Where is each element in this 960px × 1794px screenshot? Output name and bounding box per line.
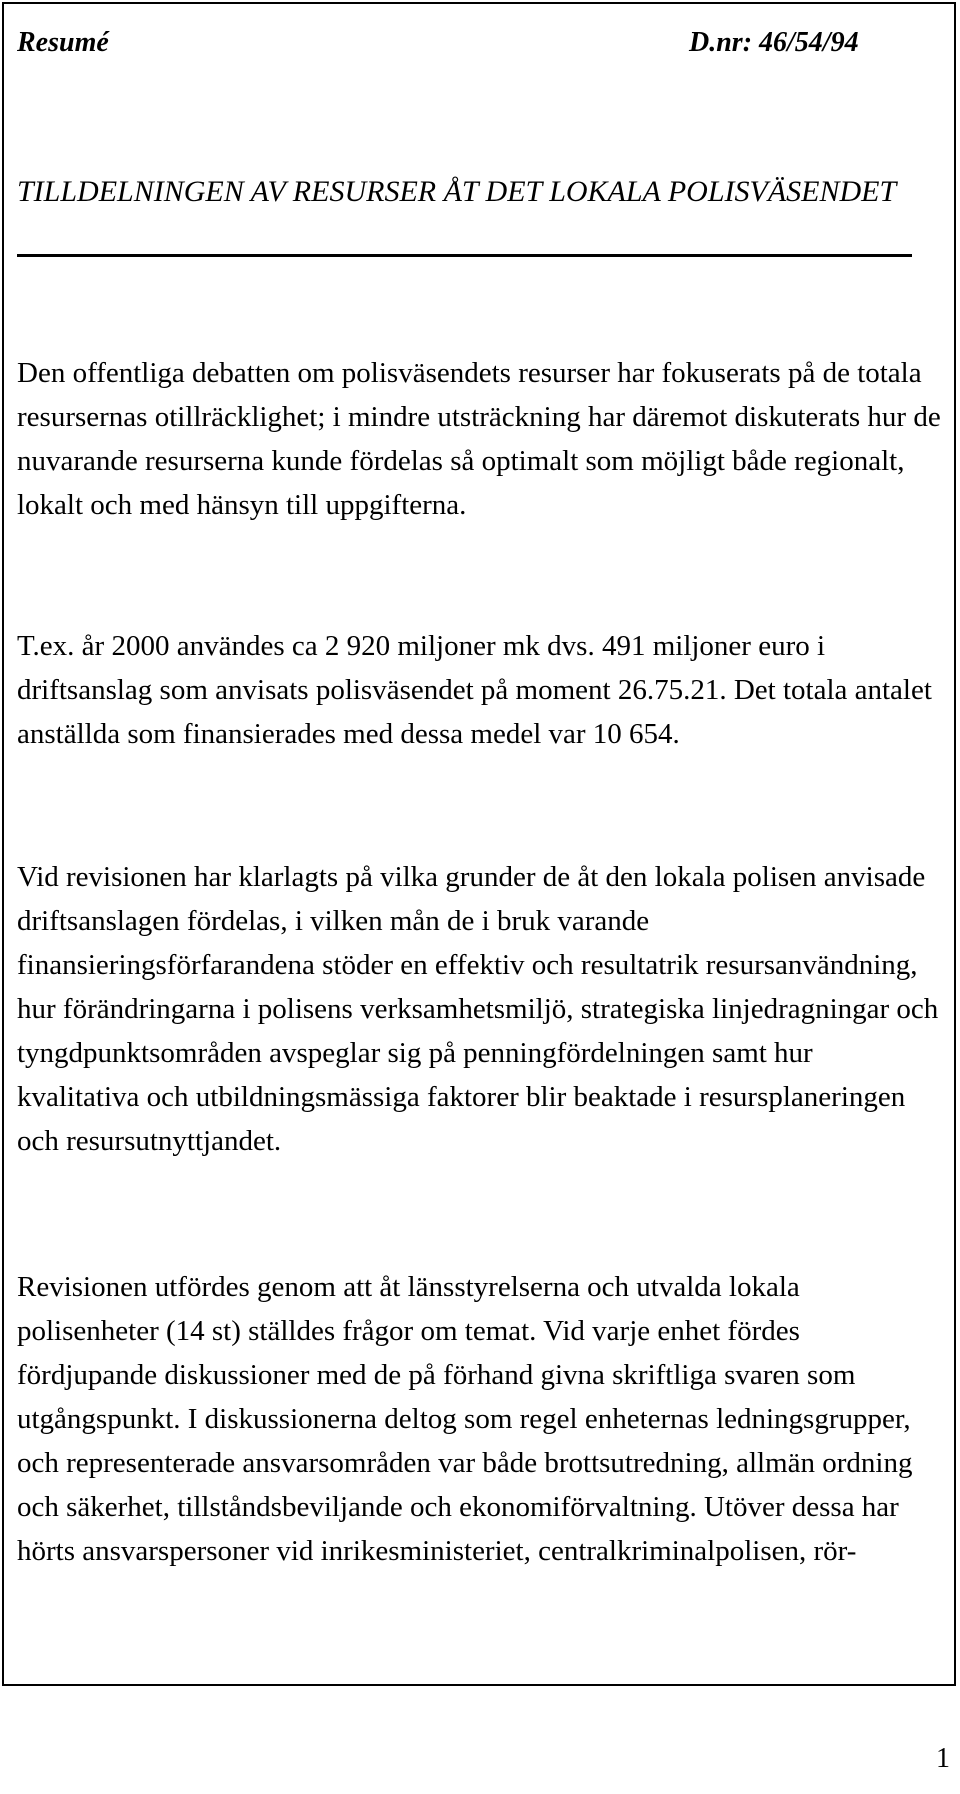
- diary-number: D.nr: 46/54/94: [689, 27, 859, 58]
- paragraph-4: Revisionen utfördes genom att åt länsstyrelserna och utvalda lokala polisenheter (14 st) ställdes frågor om temat. Vid varje enhet fördes fördjupande diskussioner med de på förhand givna skriftliga svaren som utgångspunkt. I diskussionerna deltog som regel enheternas ledningsgrupper, och representerade ansvarsområden var både brottsutredning, allmän ordning och säkerhet, tillståndsbeviljande och ekonomiförvaltning. Utöver dessa har hörts ansvarspersoner vid inrikesministeriet, centralkriminalpolisen, rör-: [17, 1271, 913, 1567]
- paragraph-1: Den offentliga debatten om polisväsendets resurser har fokuserats på de totala resursernas otillräcklighet; i mindre utsträckning har däremot diskuterats hur de nuvarande resurserna kunde fördelas så optimalt som möjligt både regionalt, lokalt och med hänsyn till uppgifterna.: [17, 357, 941, 521]
- paragraph-2: T.ex. år 2000 användes ca 2 920 miljoner mk dvs. 491 miljoner euro i driftsanslag som anvisats polisväsendet på moment 26.75.21. Det totala antalet anställda som finansierades med dessa medel var 10 654.: [17, 630, 932, 750]
- resume-label: Resumé: [17, 27, 109, 58]
- summary-frame: [2, 2, 956, 1686]
- paragraph-3: Vid revisionen har klarlagts på vilka grunder de åt den lokala polisen anvisade driftsanslagen fördelas, i vilken mån de i bruk varande finansieringsförfarandena stöder en effektiv och resultatrik resursanvändning, hur förändringarna i polisens verksamhetsmiljö, strategiska linjedragningar och tyngdpunktsområden avspeglar sig på penningfördelningen samt hur kvalitativa och utbildningsmässiga faktorer blir beaktade i resursplaneringen och resursutnyttjandet.: [17, 861, 939, 1157]
- title-underline: [17, 254, 912, 257]
- page-number: 1: [936, 1743, 950, 1774]
- document-title: TILLDELNINGEN AV RESURSER ÅT DET LOKALA POLISVÄSENDET: [17, 175, 897, 208]
